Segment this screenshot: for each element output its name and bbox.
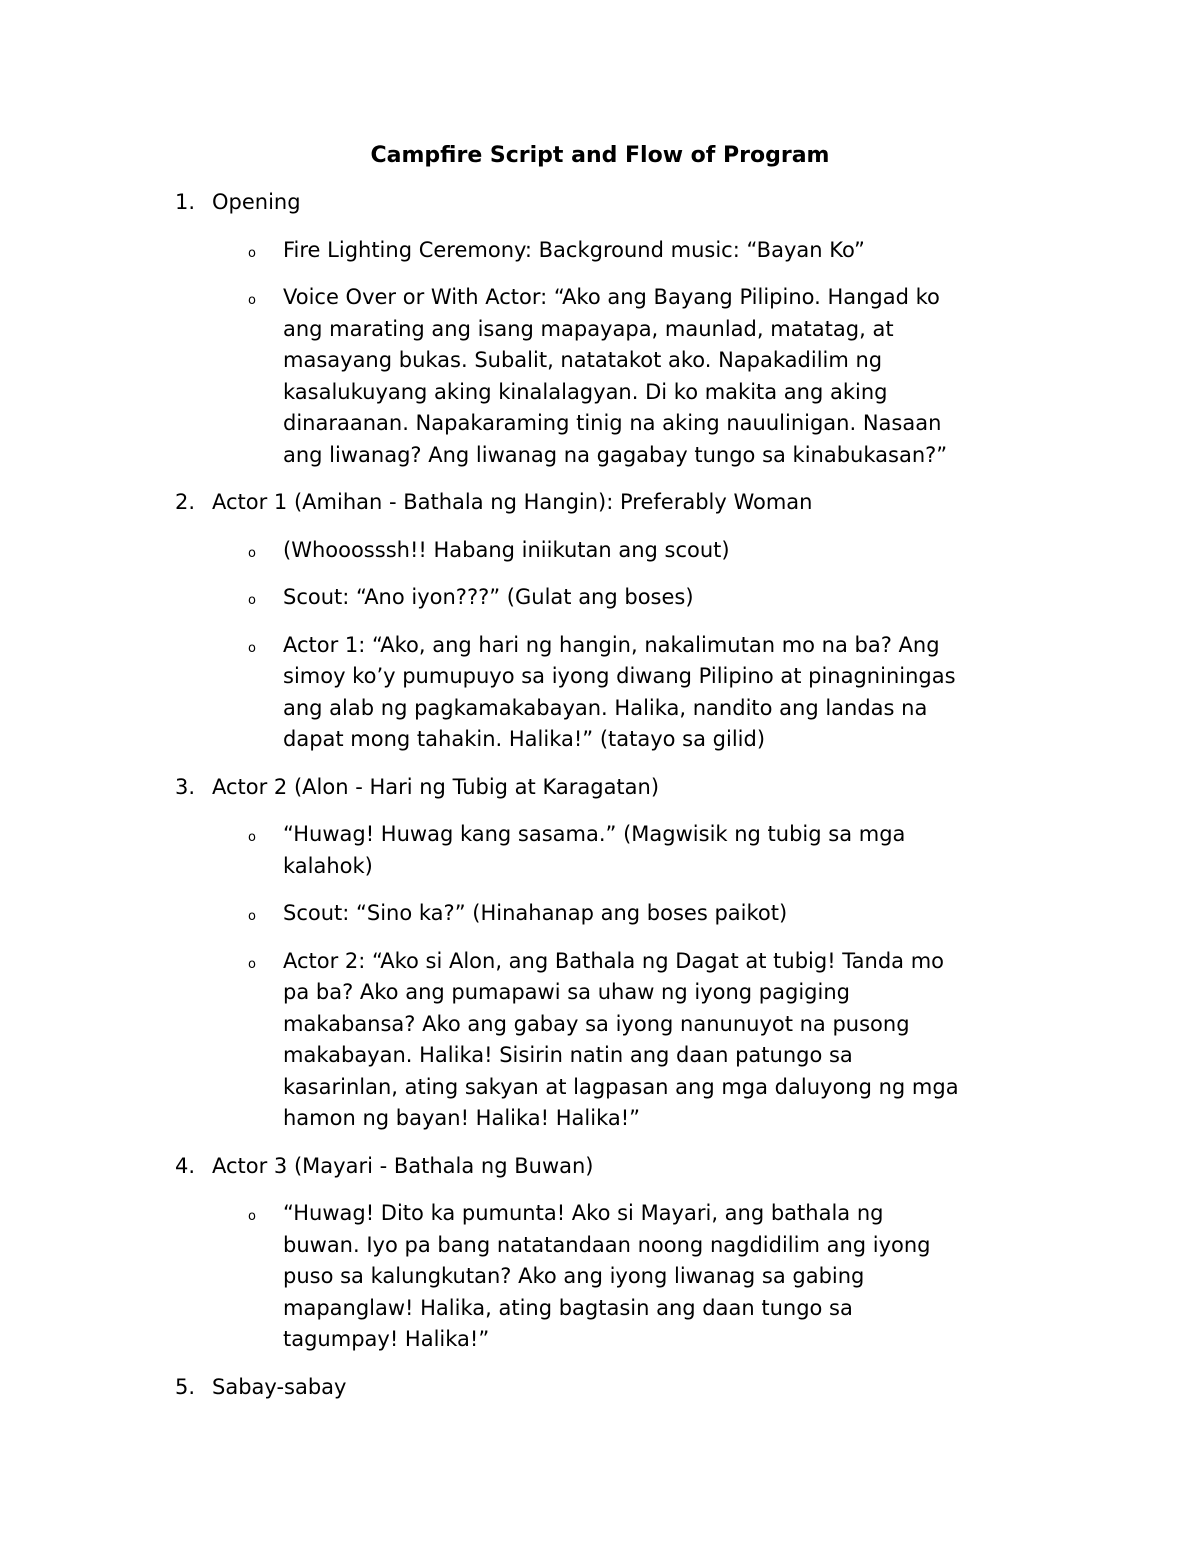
section-actor-1 bbox=[175, 487, 1075, 756]
section-title: Sabay-sabay bbox=[212, 1374, 347, 1399]
bullet-icon: o bbox=[248, 245, 256, 261]
section-number: 3. bbox=[175, 774, 196, 799]
bullet-list bbox=[175, 1198, 1075, 1356]
bullet-icon: o bbox=[248, 640, 256, 656]
section-heading bbox=[175, 1151, 1075, 1183]
list-item-text: Voice Over or With Actor: “Ako ang Bayang Pilipino. Hangad ko ang marating ang isang mapayapa, maunlad, matatag, at masayang bukas. Subalit, natatakot ako. Napakadilim ng kasalukuyang aking kinalalagyan. Di ko makita ang aking dinaraanan. Napakaraming tinig na aking nauulinigan. Nasaan ang liwanag? Ang liwanag na gagabay tungo sa kinabukasan?” bbox=[283, 285, 948, 467]
section-heading bbox=[175, 187, 1075, 219]
section-title: Opening bbox=[212, 190, 301, 214]
section-heading bbox=[175, 772, 1075, 804]
bullet-icon: o bbox=[248, 545, 256, 561]
section-number: 5. bbox=[175, 1374, 196, 1399]
list-item-text: Actor 1: “Ako, ang hari ng hangin, nakalimutan mo na ba? Ang simoy ko’y pumupuyo sa iyong diwang Pilipino at pinagniningas ang alab ng pagkamakabayan. Halika, nandito ang landas na dapat mong tahakin. Halika!” (tatayo sa gilid) bbox=[283, 632, 956, 751]
section-heading bbox=[175, 487, 1075, 519]
list-item bbox=[175, 582, 963, 614]
section-heading bbox=[175, 1372, 1075, 1404]
list-item bbox=[175, 819, 963, 882]
list-item bbox=[175, 235, 963, 267]
bullet-icon: o bbox=[248, 1209, 256, 1224]
section-actor-2 bbox=[175, 772, 1075, 1135]
bullet-list bbox=[175, 819, 1075, 1135]
list-item-text: “Huwag! Dito ka pumunta! Ako si Mayari, ang bathala ng buwan. Iyo pa bang natatandaan noong nagdidilim ang iyong puso sa kalungkutan? Ako ang iyong liwanag sa gabing mapanglaw! Halika, ating bagtasin ang daan tungo sa tagumpay! Halika!” bbox=[283, 1201, 931, 1351]
bullet-icon: o bbox=[248, 593, 256, 608]
list-item-text: Actor 2: “Ako si Alon, ang Bathala ng Dagat at tubig! Tanda mo pa ba? Ako ang pumapawi sa uhaw ng iyong pagiging makabansa? Ako ang gabay sa iyong nanunuyot na pusong makabayan. Halika! Sisirin natin ang daan patungo sa kasarinlan, ating sakyan at lagpasan ang mga daluyong ng mga hamon ng bayan! Halika! Halika!” bbox=[283, 948, 959, 1130]
section-title: Actor 3 (Mayari - Bathala ng Buwan) bbox=[212, 1153, 594, 1178]
section-actor-3 bbox=[175, 1151, 1075, 1356]
list-item bbox=[175, 1198, 963, 1356]
list-item bbox=[175, 946, 963, 1135]
list-item bbox=[175, 282, 963, 471]
list-item-text: “Huwag! Huwag kang sasama.” (Magwisik ng tubig sa mga kalahok) bbox=[283, 822, 906, 878]
section-title: Actor 1 (Amihan - Bathala ng Hangin): Preferably Woman bbox=[212, 490, 813, 514]
section-title: Actor 2 (Alon - Hari ng Tubig at Karagatan) bbox=[212, 774, 660, 799]
list-item bbox=[175, 630, 963, 756]
bullet-icon: o bbox=[248, 909, 256, 924]
bullet-icon: o bbox=[248, 956, 256, 972]
section-opening bbox=[175, 187, 1075, 471]
list-item-text: Scout: “Ano iyon???” (Gulat ang boses) bbox=[283, 585, 694, 609]
section-number: 2. bbox=[175, 490, 196, 514]
program-list bbox=[175, 187, 1075, 1419]
document-title: Campfire Script and Flow of Program bbox=[370, 143, 830, 168]
bullet-icon: o bbox=[248, 293, 256, 308]
bullet-list bbox=[175, 535, 1075, 756]
list-item bbox=[175, 535, 963, 567]
bullet-icon: o bbox=[248, 830, 256, 845]
list-item-text: Scout: “Sino ka?” (Hinahanap ang boses paikot) bbox=[283, 901, 788, 925]
list-item-text: (Whooosssh!! Habang iniikutan ang scout) bbox=[283, 537, 730, 562]
bullet-list bbox=[175, 235, 1075, 472]
section-sabay-sabay bbox=[175, 1372, 1075, 1404]
list-item-text: Fire Lighting Ceremony: Background music: “Bayan Ko” bbox=[283, 237, 865, 262]
section-number: 1. bbox=[175, 190, 196, 214]
section-number: 4. bbox=[175, 1153, 196, 1178]
list-item bbox=[175, 898, 963, 930]
